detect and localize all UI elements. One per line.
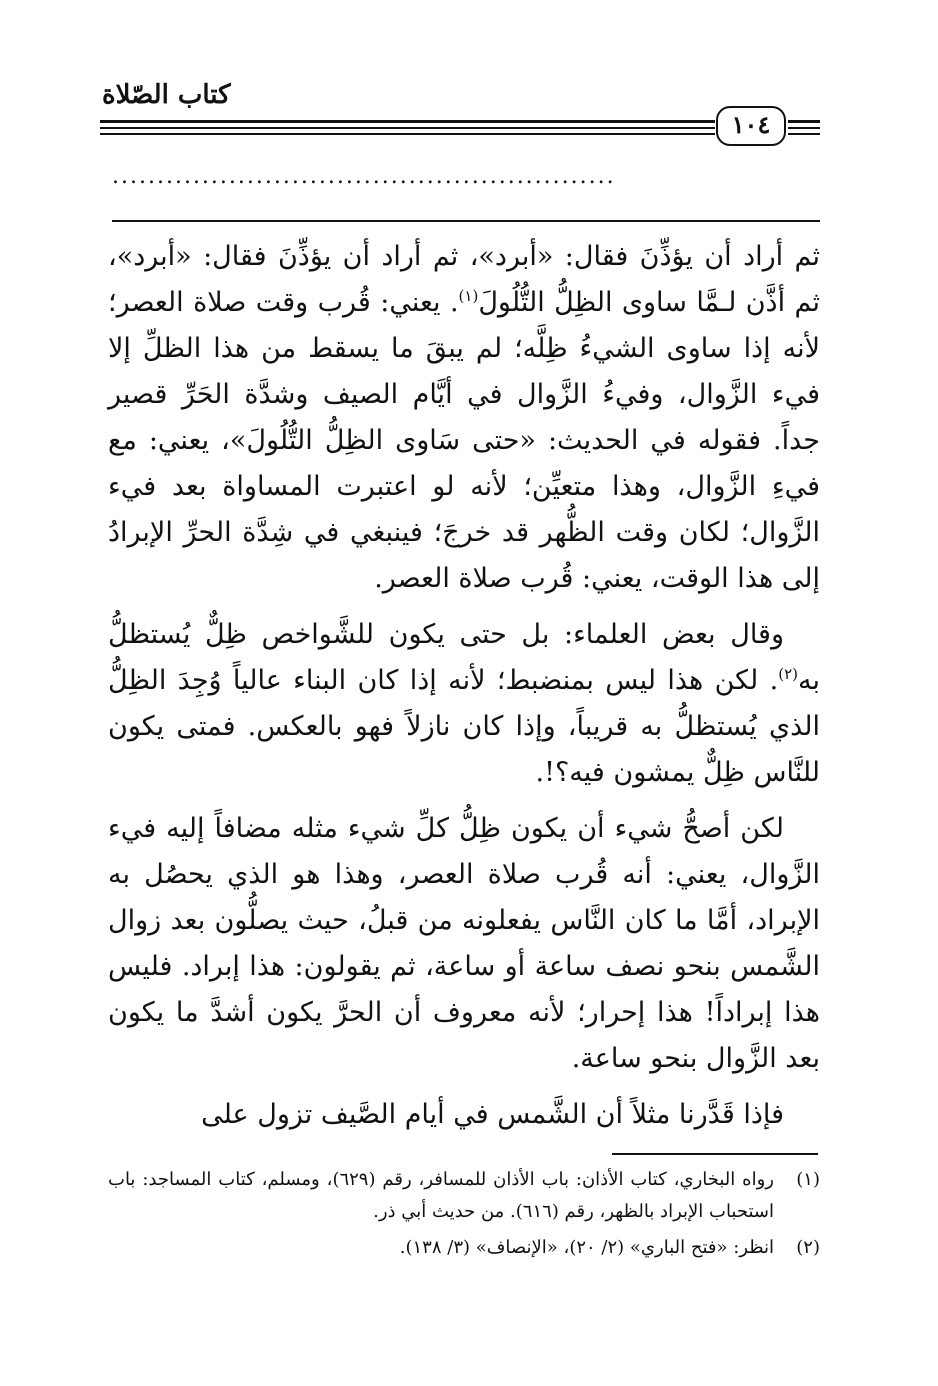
footnote-reference: (٢)	[778, 665, 798, 683]
main-text	[108, 234, 820, 1148]
footnote	[108, 1164, 820, 1228]
footnotes	[108, 1164, 820, 1268]
dotted-separator: ........................................................	[112, 164, 616, 189]
paragraph-text: . يعني: قُرب وقت صلاة العصر؛ لأنه إذا ساوى الشيءُ ظِلَّه؛ لم يبقَ ما يسقط من هذا الظلِّ إلا فيء الزَّوال، وفيءُ الزَّوال في أيَّام الصيف وشدَّة الحَرِّ قصير جداً. فقوله في الحديث: «حتى سَاوى الظِلُّ التُّلُولَ»، يعني: مع فيءِ الزَّوال، وهذا متعيِّن؛ لأنه لو اعتبرت المساواة بعد فيء الزَّوال؛ لكان وقت الظُّهر قد خرجَ؛ فينبغي في شِدَّة الحرِّ الإبرادُ إلى هذا الوقت، يعني: قُرب صلاة العصر.	[108, 287, 820, 594]
footnote-text: رواه البخاري، كتاب الأذان: باب الأذان للمسافر، رقم (٦٢٩)، ومسلم، كتاب المساجد: باب استحباب الإبراد بالظهر، رقم (٦١٦). من حديث أبي ذر.	[108, 1169, 774, 1222]
footnote-reference: (١)	[458, 287, 479, 305]
paragraph-text: . لكن هذا ليس بمنضبط؛ لأنه إذا كان البناء عالياً وُجِدَ الظِلُّ الذي يُستظلُّ به قريباً، وإذا كان نازلاً فهو بالعكس. فمتى يكون للنَّاس ظِلٌّ يمشون فيه؟!.	[108, 665, 820, 788]
paragraph	[108, 234, 820, 602]
footnote-number: (١)	[796, 1169, 820, 1190]
paragraph-text: فإذا قَدَّرنا مثلاً أن الشَّمس في أيام الصَّيف تزول على	[201, 1099, 784, 1130]
paragraph-text: ثم أراد أن يؤذِّنَ فقال: «أبرد»، ثم أراد أن يؤذِّنَ فقال: «أبرد»، ثم أذَّن لـمَّا ساوى الظِلُّ التُّلُولَ	[108, 241, 820, 318]
footnote	[108, 1232, 820, 1264]
footnote-text: انظر: «فتح الباري» (٢/ ٢٠)، «الإنصاف» (٣/ ١٣٨).	[399, 1237, 774, 1258]
page-header	[100, 80, 820, 150]
page-number: ١٠٤	[716, 106, 786, 146]
paragraph-text: وقال بعض العلماء: بل حتى يكون للشَّواخص ظِلٌّ يُستظلُّ به	[108, 619, 820, 696]
header-rule	[788, 127, 820, 129]
header-rule	[100, 133, 715, 135]
paragraph	[108, 806, 820, 1082]
paragraph	[108, 612, 820, 796]
paragraph	[108, 1092, 820, 1138]
top-rule	[112, 220, 820, 222]
header-rule	[788, 133, 820, 135]
paragraph-text: لكن أصحُّ شيء أن يكون ظِلُّ كلِّ شيء مثله مضافاً إليه فيء الزَّوال، يعني: أنه قُرب صلاة العصر، وهذا هو الذي يحصُل به الإبراد، أمَّا ما كان النَّاس يفعلونه من قبلُ، حيث يصلُّون بعد زوال الشَّمس بنحو نصف ساعة أو ساعة، ثم يقولون: هذا إبراد. فليس هذا إبراداً! هذا إحرار؛ لأنه معروف أن الحرَّ يكون أشدَّ ما يكون بعد الزَّوال بنحو ساعة.	[108, 813, 820, 1074]
header-rule	[788, 120, 820, 123]
header-rule	[100, 120, 715, 123]
footnote-number: (٢)	[796, 1237, 820, 1258]
book-title: كتاب الصّلاة	[102, 80, 231, 110]
footnote-rule	[612, 1153, 818, 1155]
header-rule	[100, 127, 715, 129]
